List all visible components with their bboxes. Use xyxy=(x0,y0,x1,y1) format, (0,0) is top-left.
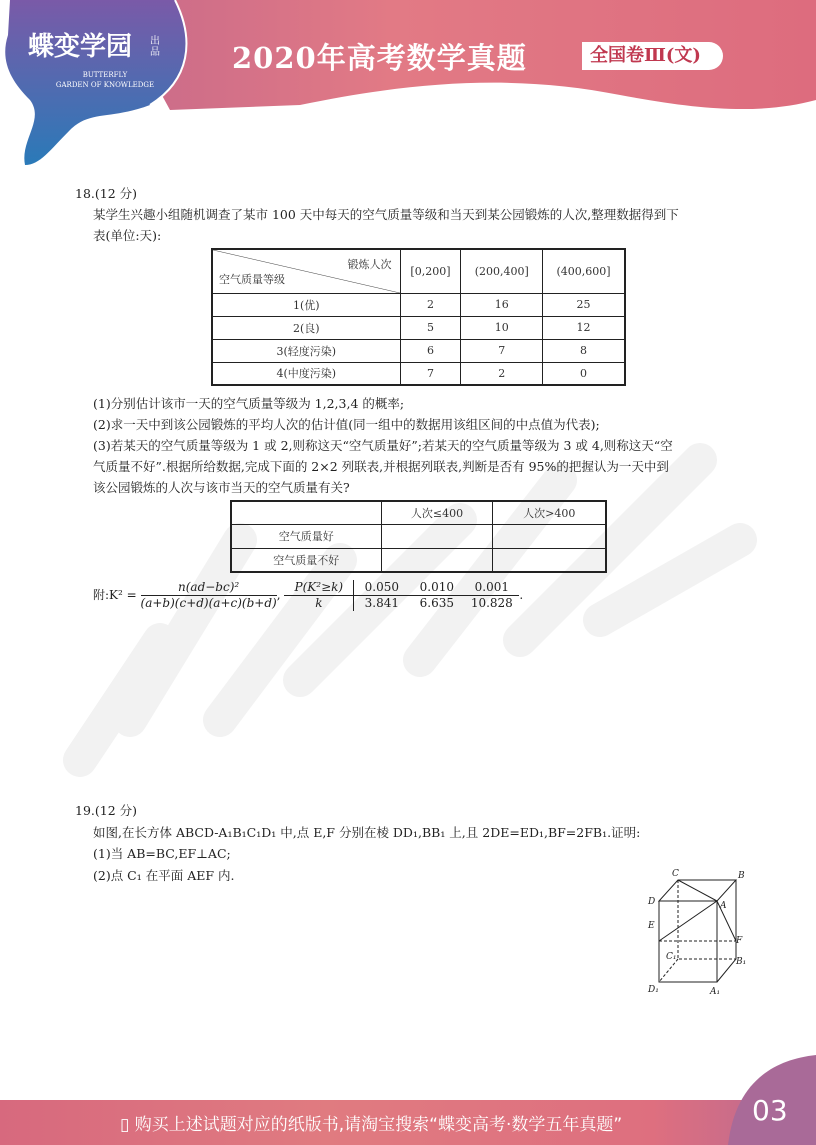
label-d: D xyxy=(648,897,656,907)
q18-part3-3: 该公园锻炼的人次与该市当天的空气质量有关? xyxy=(93,480,350,495)
page-number: 03 xyxy=(752,1094,788,1127)
contingency-table xyxy=(230,500,607,573)
corner-top: 锻炼人次 xyxy=(347,258,392,271)
k-row xyxy=(284,596,519,611)
cell: 25 xyxy=(543,293,625,316)
p-label: P(K²≥k) xyxy=(284,580,354,595)
p-value: 0.010 xyxy=(419,580,454,594)
label-e: E xyxy=(648,921,655,931)
p-value: 0.001 xyxy=(474,580,509,594)
row-label: 2(良) xyxy=(212,316,400,339)
logo: 蝶变学园 xyxy=(28,32,133,62)
cell: 16 xyxy=(461,293,543,316)
logo-suffix: 出品 xyxy=(150,36,160,58)
col-header: 人次≤400 xyxy=(381,501,493,524)
q19-stem: 如图,在长方体 ABCD-A₁B₁C₁D₁ 中,点 E,F 分别在棱 DD₁,BB₁ 上,且 2DE=ED₁,BF=2FB₁.证明: xyxy=(93,825,641,840)
logo-sub1: BUTTERFLY xyxy=(82,71,128,79)
answer-cell xyxy=(493,524,606,548)
answer-cell xyxy=(381,548,493,572)
formula-prefix: 附:K² = xyxy=(93,588,137,602)
cell: 0 xyxy=(543,362,625,385)
paper-badge: 全国卷Ⅲ(文) xyxy=(582,42,723,70)
table-row xyxy=(212,362,625,385)
col-header: (400,600] xyxy=(543,249,625,293)
footer-bar xyxy=(0,1100,816,1145)
q18-part3: (3)若某天的空气质量等级为 1 或 2,则称这天“空气质量好”;若某天的空气质量等级为 3 或 4,则称这天“空 xyxy=(93,438,673,453)
row-label: 3(轻度污染) xyxy=(212,339,400,362)
k2-fraction xyxy=(141,580,277,611)
q18-stem: 某学生兴趣小组随机调查了某市 100 天中每天的空气质量等级和当天到某公园锻炼的人次,整理数据得到下 xyxy=(93,207,679,222)
denominator: (a+b)(c+d)(a+c)(b+d) xyxy=(140,596,277,610)
cell: 10 xyxy=(461,316,543,339)
cell: 6 xyxy=(400,339,461,362)
footer-text: 购买上述试题对应的纸版书,请淘宝搜索“蝶变高考·数学五年真题” xyxy=(134,1115,623,1135)
label-c: C xyxy=(672,869,679,879)
cell: 12 xyxy=(543,316,625,339)
label-f: F xyxy=(736,936,743,946)
table-row xyxy=(212,339,625,362)
q19-part1: (1)当 AB=BC,EF⊥AC; xyxy=(93,846,231,861)
cell: 7 xyxy=(400,362,461,385)
empty-cell xyxy=(231,501,381,524)
footer-promo xyxy=(120,1110,622,1135)
q19-part2: (2)点 C₁ 在平面 AEF 内. xyxy=(93,868,235,883)
q18-number: 18.(12 分) xyxy=(75,186,138,201)
critical-table xyxy=(284,580,519,611)
row-label: 4(中度污染) xyxy=(212,362,400,385)
table-row xyxy=(231,548,606,572)
k-value: 10.828 xyxy=(470,596,513,610)
k-label: k xyxy=(284,596,354,611)
cuboid-figure xyxy=(640,866,760,1000)
logo-sub2: GARDEN OF KNOWLEDGE xyxy=(55,81,155,89)
corner-cell xyxy=(212,249,400,293)
answer-cell xyxy=(493,548,606,572)
col-header: [0,200] xyxy=(400,249,461,293)
q18-part1: (1)分别估计该市一天的空气质量等级为 1,2,3,4 的概率; xyxy=(93,396,405,411)
k-value: 6.635 xyxy=(419,596,454,610)
p-value: 0.050 xyxy=(364,580,399,594)
row-label: 1(优) xyxy=(212,293,400,316)
answer-cell xyxy=(381,524,493,548)
page-title: 2020年高考数学真题 xyxy=(232,41,527,75)
label-d1: D₁ xyxy=(648,985,659,995)
label-c1: C₁ xyxy=(666,952,677,962)
label-a: A xyxy=(720,901,727,911)
k-value: 3.841 xyxy=(364,596,399,610)
cell: 5 xyxy=(400,316,461,339)
col-header: (200,400] xyxy=(461,249,543,293)
phone-icon: ▯ xyxy=(120,1115,130,1135)
corner-bottom: 空气质量等级 xyxy=(219,272,285,286)
data-table xyxy=(211,248,626,386)
cell: 2 xyxy=(461,362,543,385)
logo-subtitle xyxy=(55,70,155,90)
col-header: 人次>400 xyxy=(493,501,606,524)
formula: 附:K² = $\frac{\text{n(ad−bc)²}}{(a+b)(c+d)(a+c)(b+d)}$ , $\frac{\text{P(K²≥k) 0.050 0.010 0.001}}{k 3.841 6.635 10.828}$ . xyxy=(93,580,524,610)
q19-number: 19.(12 分) xyxy=(75,803,138,818)
label-b1: B₁ xyxy=(736,957,747,967)
row-label: 空气质量不好 xyxy=(231,548,381,572)
table-row xyxy=(212,293,625,316)
q18-part3-2: 气质量不好”.根据所给数据,完成下面的 2×2 列联表,并根据列联表,判断是否有 95%的把握认为一天中到 xyxy=(93,459,669,474)
cell: 7 xyxy=(461,339,543,362)
label-b: B xyxy=(738,871,745,881)
cell: 2 xyxy=(400,293,461,316)
q18-part2: (2)求一天中到该公园锻炼的平均人次的估计值(同一组中的数据用该组区间的中点值为代表); xyxy=(93,417,600,432)
table-row xyxy=(212,316,625,339)
q18-stem-2: 表(单位:天): xyxy=(93,228,162,243)
cell: 8 xyxy=(543,339,625,362)
p-row xyxy=(284,580,519,596)
numerator: n(ad−bc)² xyxy=(141,580,277,596)
label-a1: A₁ xyxy=(710,987,721,997)
table-row xyxy=(231,524,606,548)
row-label: 空气质量好 xyxy=(231,524,381,548)
